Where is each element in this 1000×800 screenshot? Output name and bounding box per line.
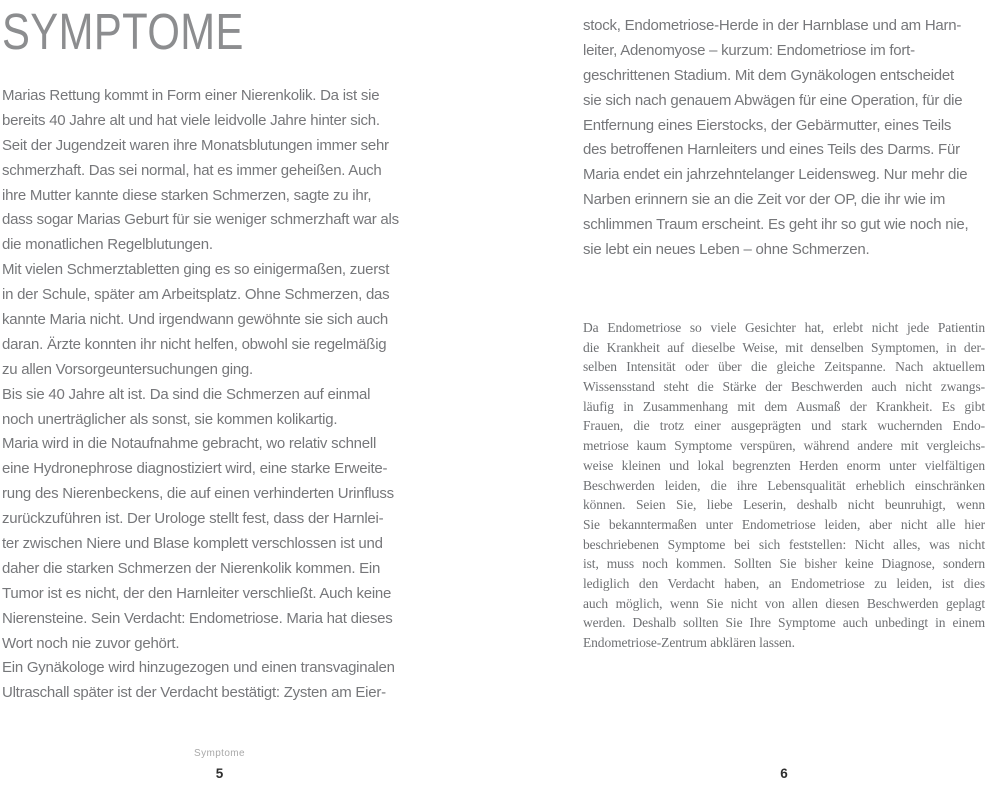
body-text-line: kannte Maria nicht. Und irgendwann gewöhnte sie sich auch — [2, 311, 388, 329]
page-number-right: 6 — [780, 766, 788, 781]
body-text-line: daher die starken Schmerzen der Nierenkolik kommen. Ein — [2, 559, 381, 577]
body-text-line: Bis sie 40 Jahre alt ist. Da sind die Schmerzen auf einmal — [2, 385, 371, 403]
body-text-line: bereits 40 Jahre alt und hat viele leidvolle Jahre hinter sich. — [2, 111, 380, 129]
body-text-line: stock, Endometriose-Herde in der Harnblase und am Harn- — [583, 17, 962, 34]
left-page-footer — [2, 748, 437, 781]
info-text-line: beschriebenen Symptome bei sich feststellen: Nicht alles, was nicht — [583, 536, 985, 552]
info-text-line: selben Intensität oder über die gleiche Zeitspanne. Nach aktuellem — [583, 359, 985, 375]
info-text-line: werden. Deshalb sollten Sie Ihre Symptome auch unbedingt in einem — [583, 615, 985, 631]
body-text-line: Maria wird in die Notaufnahme gebracht, wo relativ schnell — [2, 435, 377, 453]
body-text-line: zu allen Vorsorgeuntersuchungen ging. — [2, 360, 253, 378]
body-text-line: Ultraschall später ist der Verdacht bestätigt: Zysten am Eier- — [2, 684, 386, 702]
chapter-title: SYMPTOME — [2, 3, 244, 60]
right-page-footer — [583, 748, 985, 781]
body-text-line: ter zwischen Niere und Blase komplett verschlossen ist und — [2, 535, 383, 553]
info-text-line: Endometriose-Zentrum abklären lassen. — [583, 635, 795, 650]
body-text-line: Narben erinnern sie an die Zeit vor der OP, die ihr wie im — [583, 191, 946, 209]
info-text-line: weise kleinen und lokal begrenzten Herden enorm unter vielfältigen — [583, 457, 985, 473]
body-text-line: Maria endet ein jahrzehntelanger Leidensweg. Nur mehr die — [583, 166, 968, 184]
right-page-info-paragraph — [583, 318, 985, 653]
body-text-line: sie sich nach genauem Abwägen für eine Operation, für die — [583, 91, 963, 109]
info-text-line: Frauen, die trotz einer ausgeprägten und stark wuchernden Endo- — [583, 418, 985, 434]
body-text-line: leiter, Adenomyose – kurzum: Endometriose im fort- — [583, 41, 915, 59]
right-page-continuation-text — [583, 14, 985, 263]
body-text-line: des betroffenen Harnleiters und eines Teils des Darms. Für — [583, 141, 960, 159]
info-text-line: die Krankheit auf dieselbe Weise, mit denselben Symptomen, in der- — [583, 339, 985, 355]
info-text-line: Da Endometriose so viele Gesichter hat, erlebt nicht jede Patientin — [583, 320, 985, 335]
info-text-line: lediglich den Verdacht haben, an Endometriose zu leiden, ist dies — [583, 575, 985, 591]
body-text-line: Ein Gynäkologe wird hinzugezogen und einen transvaginalen — [2, 659, 395, 677]
body-text-line: zurückzuführen ist. Der Urologe stellt fest, dass der Harnlei- — [2, 510, 384, 528]
body-text-line: eine Hydronephrose diagnostiziert wird, eine starke Erweite- — [2, 460, 388, 478]
left-page-body-text — [2, 84, 437, 706]
running-head-chapter-label: Symptome — [194, 748, 245, 759]
body-text-line: daran. Ärzte konnten ihr nicht helfen, obwohl sie regelmäßig — [2, 335, 387, 353]
body-text-line: Tumor ist es nicht, der den Harnleiter verschließt. Auch keine — [2, 584, 392, 602]
body-text-line: rung des Nierenbeckens, die auf einen verhinderten Urinfluss — [2, 485, 394, 503]
body-text-line: schmerzhaft. Das sei normal, hat es immer geheißen. Auch — [2, 161, 382, 179]
body-text-line: ihre Mutter kannte diese starken Schmerzen, sagte zu ihr, — [2, 186, 372, 204]
body-text-line: dass sogar Marias Geburt für sie weniger schmerzhaft war als — [2, 211, 399, 229]
body-text-line: Marias Rettung kommt in Form einer Nierenkolik. Da ist sie — [2, 87, 380, 104]
info-text-line: metriose kaum Symptome verspüren, während andere mit vergleichs- — [583, 438, 985, 454]
info-text-line: ist, muss noch kommen. Sollten Sie bisher keine Diagnose, sondern — [583, 556, 985, 572]
body-text-line: Nierensteine. Sein Verdacht: Endometriose. Maria hat dieses — [2, 609, 393, 627]
body-text-line: Mit vielen Schmerztabletten ging es so einigermaßen, zuerst — [2, 261, 390, 279]
body-text-line: geschrittenen Stadium. Mit dem Gynäkologen entscheidet — [583, 66, 954, 84]
info-text-line: läufig in Zusammenhang mit dem Ausmaß der Krankheit. Es gibt — [583, 398, 985, 414]
page-number-left: 5 — [215, 766, 224, 781]
info-text-line: Wissensstand steht die Stärke der Beschwerden auch nicht zwangs- — [583, 379, 985, 395]
info-text-line: auch möglich, wenn Sie nicht von allen diesen Beschwerden geplagt — [583, 595, 985, 611]
body-text-line: die monatlichen Regelblutungen. — [2, 236, 213, 254]
body-text-line: noch unerträglicher als sonst, sie kommen kolikartig. — [2, 410, 338, 428]
body-text-line: in der Schule, später am Arbeitsplatz. Ohne Schmerzen, das — [2, 286, 390, 304]
body-text-line: schlimmen Traum erscheint. Es geht ihr so gut wie noch nie, — [583, 216, 969, 234]
body-text-line: Wort noch nie zuvor gehört. — [2, 634, 180, 652]
info-text-line: Sie bekanntermaßen unter Endometriose leiden, aber nicht alle hier — [583, 516, 985, 532]
body-text-line: Entfernung eines Eierstocks, der Gebärmutter, eines Teils — [583, 116, 952, 134]
info-text-line: Beschwerden leiden, die ihre Lebensqualität erheblich einschränken — [583, 477, 985, 493]
info-text-line: können. Seien Sie, liebe Leserin, deshalb nicht beunruhigt, wenn — [583, 497, 985, 513]
body-text-line: sie lebt ein neues Leben – ohne Schmerzen. — [583, 241, 870, 259]
body-text-line: Seit der Jugendzeit waren ihre Monatsblutungen immer sehr — [2, 136, 389, 154]
